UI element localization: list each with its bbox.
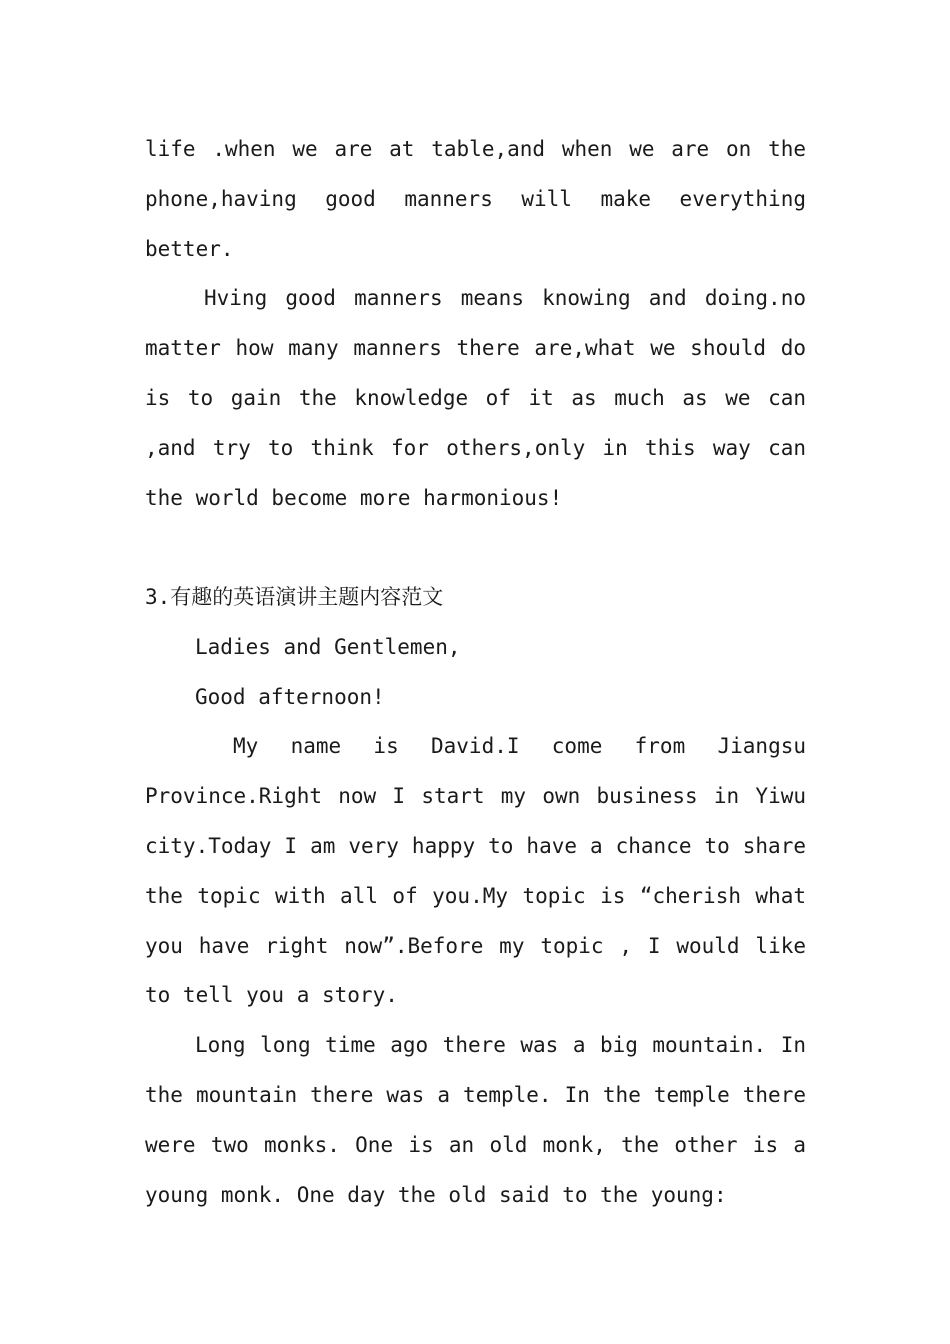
section-heading: 3.有趣的英语演讲主题内容范文	[145, 585, 444, 609]
paragraph: life .when we are at table,and when we are on the phone,having good manners will make everything better.	[145, 137, 806, 261]
paragraph: My name is David.I come from Jiangsu Province.Right now I start my own business in Yiwu city.Today I am very happy to have a chance to share the topic with all of you.My topic is “cherish what you have right now”.Before my topic , I would like to tell you a story.	[145, 734, 806, 1008]
text-block-section	[145, 573, 806, 1220]
paragraph: Hving good manners means knowing and doing.no matter how many manners there are,what we should do is to gain the knowledge of it as much as we can ,and try to think for others,only in this way can the world become more harmonious!	[145, 286, 806, 510]
paragraph: Long long time ago there was a big mountain. In the mountain there was a temple. In the temple there were two monks. One is an old monk, the other is a young monk. One day the old said to the young:	[145, 1033, 806, 1207]
text-block-top	[145, 125, 806, 523]
greeting: Good afternoon!	[195, 684, 385, 709]
salutation: Ladies and Gentlemen,	[195, 634, 461, 659]
